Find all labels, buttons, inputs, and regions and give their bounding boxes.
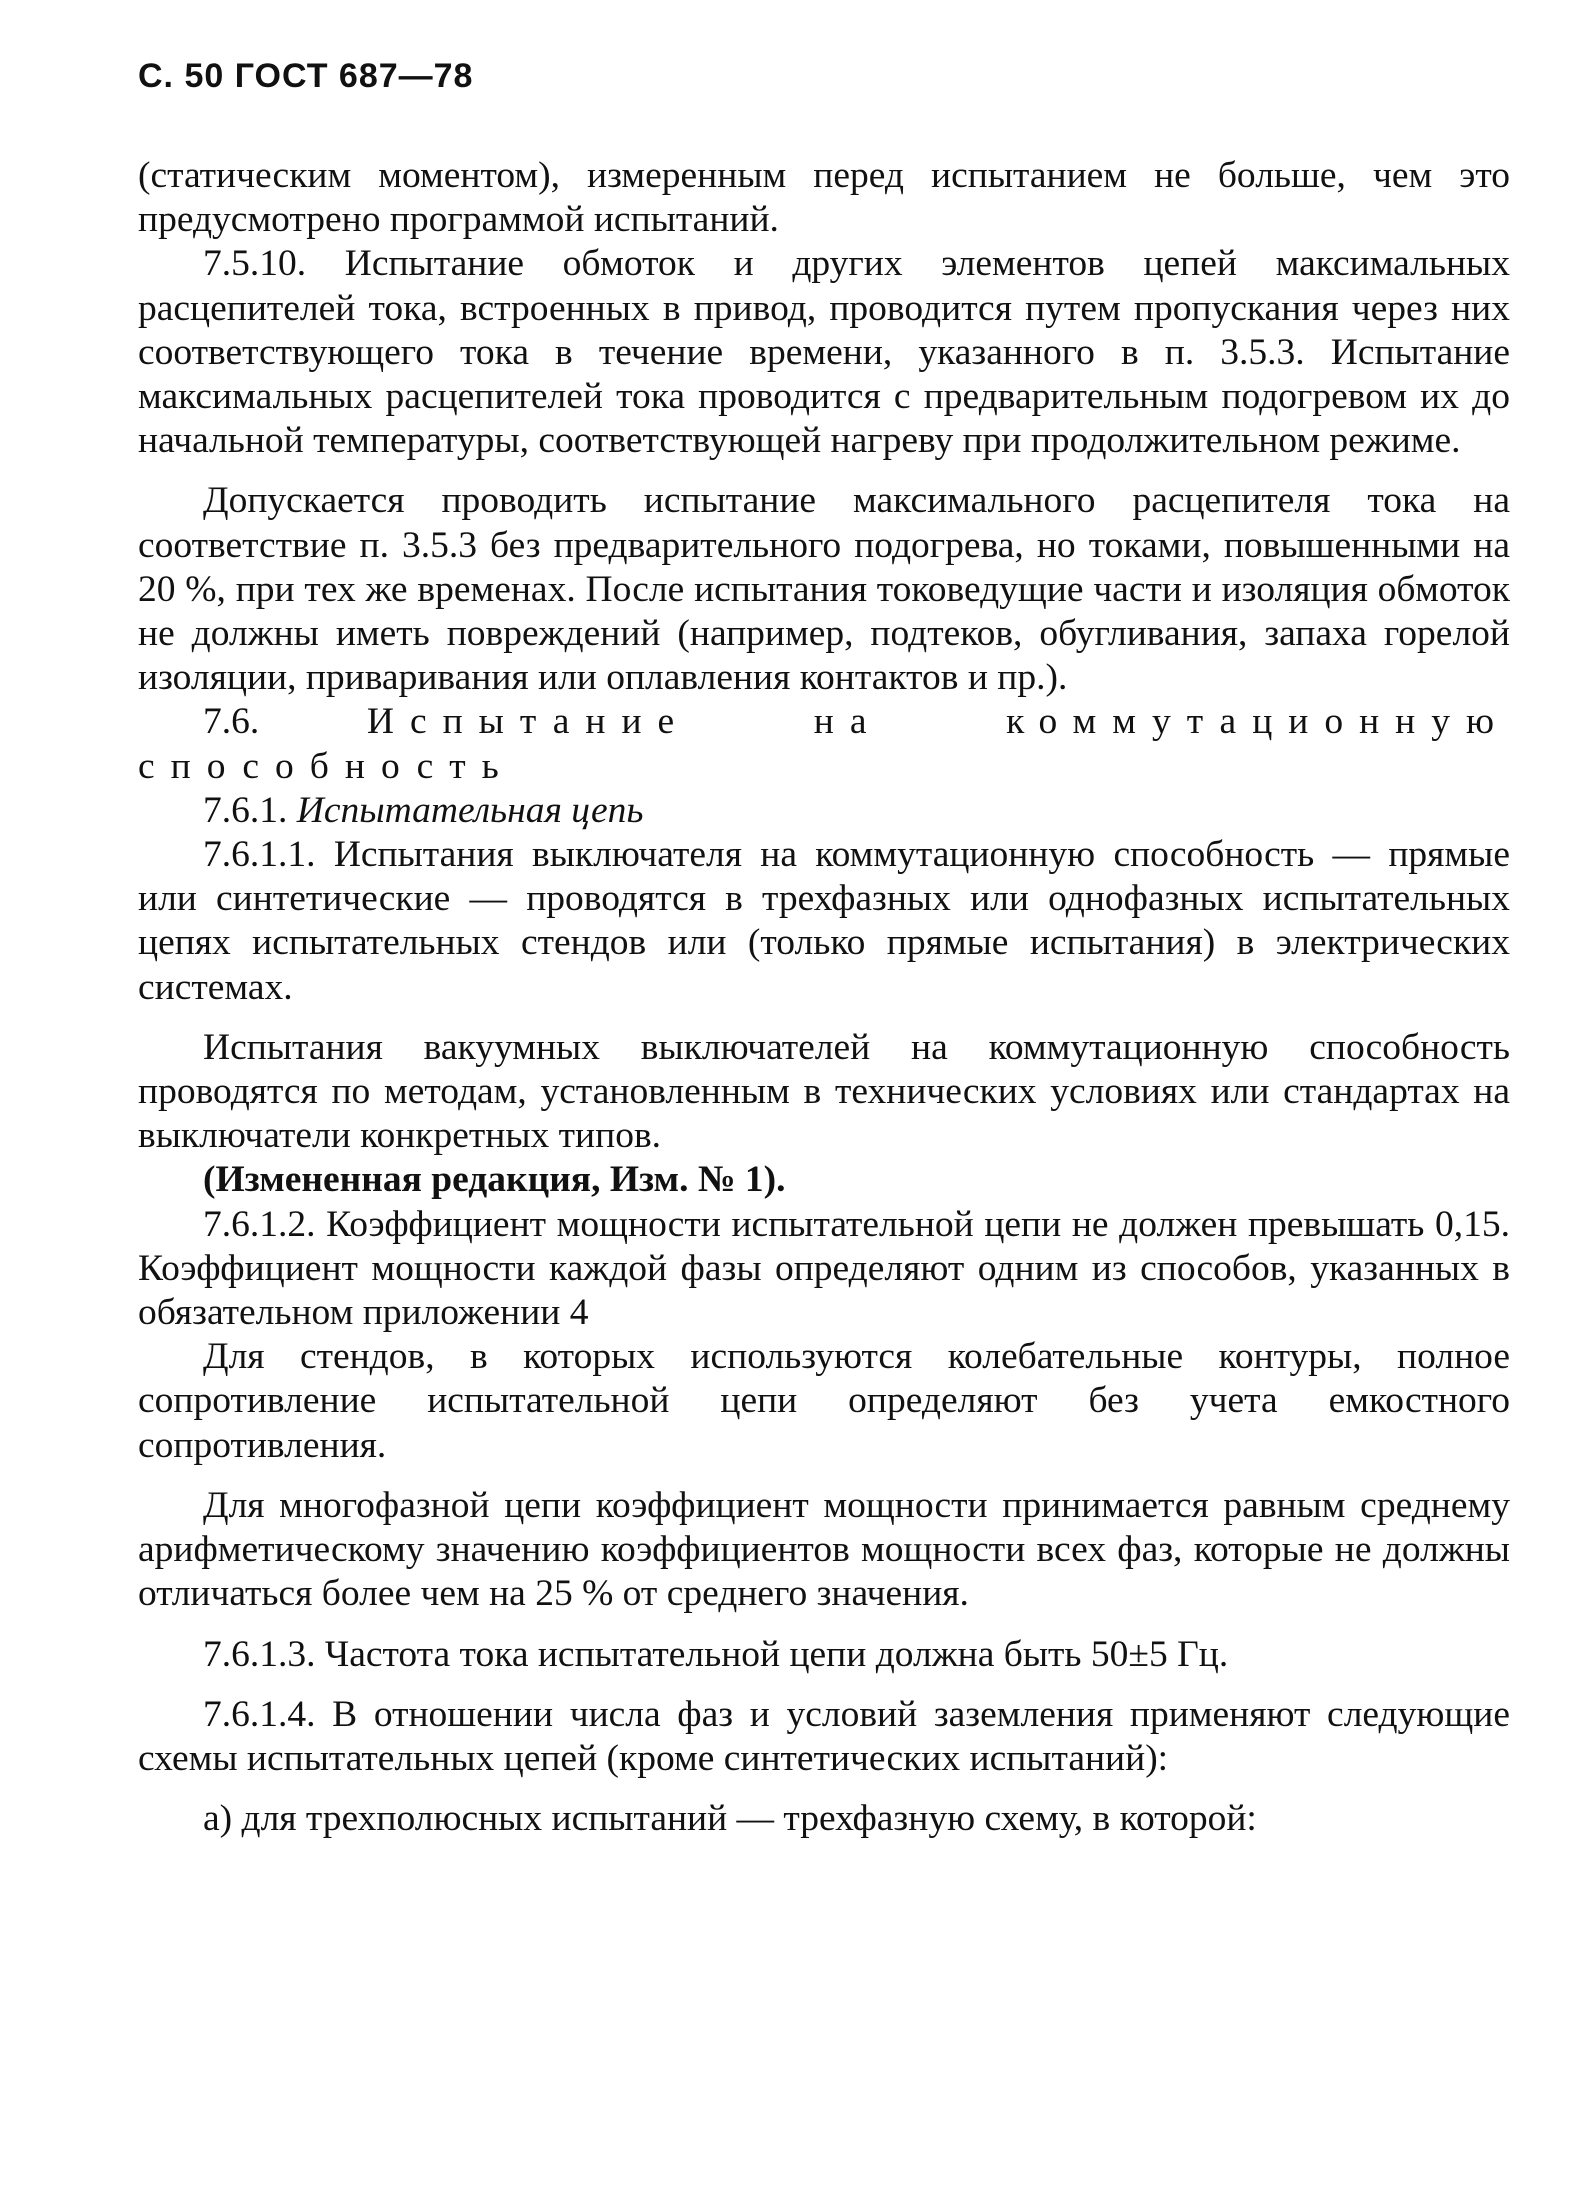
body-text [138, 154, 1510, 1841]
list-item-a: а) для трехполюсных испытаний — трехфазную схему, в которой: [203, 1798, 1257, 1840]
paragraph-allowance: Допускается проводить испытание максимального расцепителя тока на соответствие п. 3.5.3 без предварительного подогрева, но токами, повышенными на 20 %, при тех же временах. После испытания токоведущие части и изоляция обмоток не должны иметь повреждений (например, подтеков, обугливания, запаха горелой изоляции, приваривания или оплавления контактов и пр.). [138, 480, 1510, 699]
paragraph-7-6-1-4: 7.6.1.4. В отношении числа фаз и условий заземления применяют следующие схемы испытательных цепей (кроме синтетических испытаний): [138, 1693, 1510, 1779]
paragraph-7-6-1-2: 7.6.1.2. Коэффициент мощности испытательной цепи не должен превышать 0,15. Коэффициент мощности каждой фазы определяют одним из способов, указанных в обязательном приложении 4 [138, 1203, 1510, 1334]
paragraph-7-6-1-1: 7.6.1.1. Испытания выключателя на коммутационную способность — прямые или синтетические — проводятся в трехфазных или однофазных испытательных цепях испытательных стендов или (только прямые испытания) в электрических системах. [138, 834, 1510, 1008]
paragraph-stands: Для стендов, в которых используются колебательные контуры, полное сопротивление испытательной цепи определяют без учета емкостного сопротивления. [138, 1336, 1510, 1466]
section-7-6-title: Испытание на коммутационную способность [138, 701, 1510, 787]
paragraph-continuation: (статическим моментом), измеренным перед испытанием не больше, чем это предусмотрено программой испытаний. [138, 155, 1510, 241]
paragraph-7-5-10: 7.5.10. Испытание обмоток и других элементов цепей максимальных расцепителей тока, встроенных в привод, проводится путем пропускания через них соответствующего тока в течение времени, указанного в п. 3.5.3. Испытание максимальных расцепителей тока проводится с предварительным подогревом их до начальной температуры, соответствующей нагреву при продолжительном режиме. [138, 243, 1510, 462]
paragraph-multiphase: Для многофазной цепи коэффициент мощности принимается равным среднему арифметическому значению коэффициентов мощности всех фаз, которые не должны отличаться более чем на 25 % от среднего значения. [138, 1484, 1510, 1615]
section-7-6-1-title: Испытательная цепь [296, 789, 644, 831]
paragraph-7-6-1-3: 7.6.1.3. Частота тока испытательной цепи должна быть 50±5 Гц. [203, 1633, 1229, 1675]
amendment-note: (Измененная редакция, Изм. № 1). [203, 1159, 786, 1201]
document-page [138, 56, 1510, 1841]
section-7-6-number: 7.6. [203, 701, 260, 743]
section-7-6-1-number: 7.6.1. [203, 789, 288, 831]
section-7-6-1-heading [138, 789, 1510, 833]
page-header: С. 50 ГОСТ 687—78 [138, 57, 474, 95]
section-7-6-heading [138, 700, 1510, 788]
paragraph-vacuum-switches: Испытания вакуумных выключателей на коммутационную способность проводятся по методам, установленным в технических условиях или стандартах на выключатели конкретных типов. [138, 1026, 1510, 1157]
